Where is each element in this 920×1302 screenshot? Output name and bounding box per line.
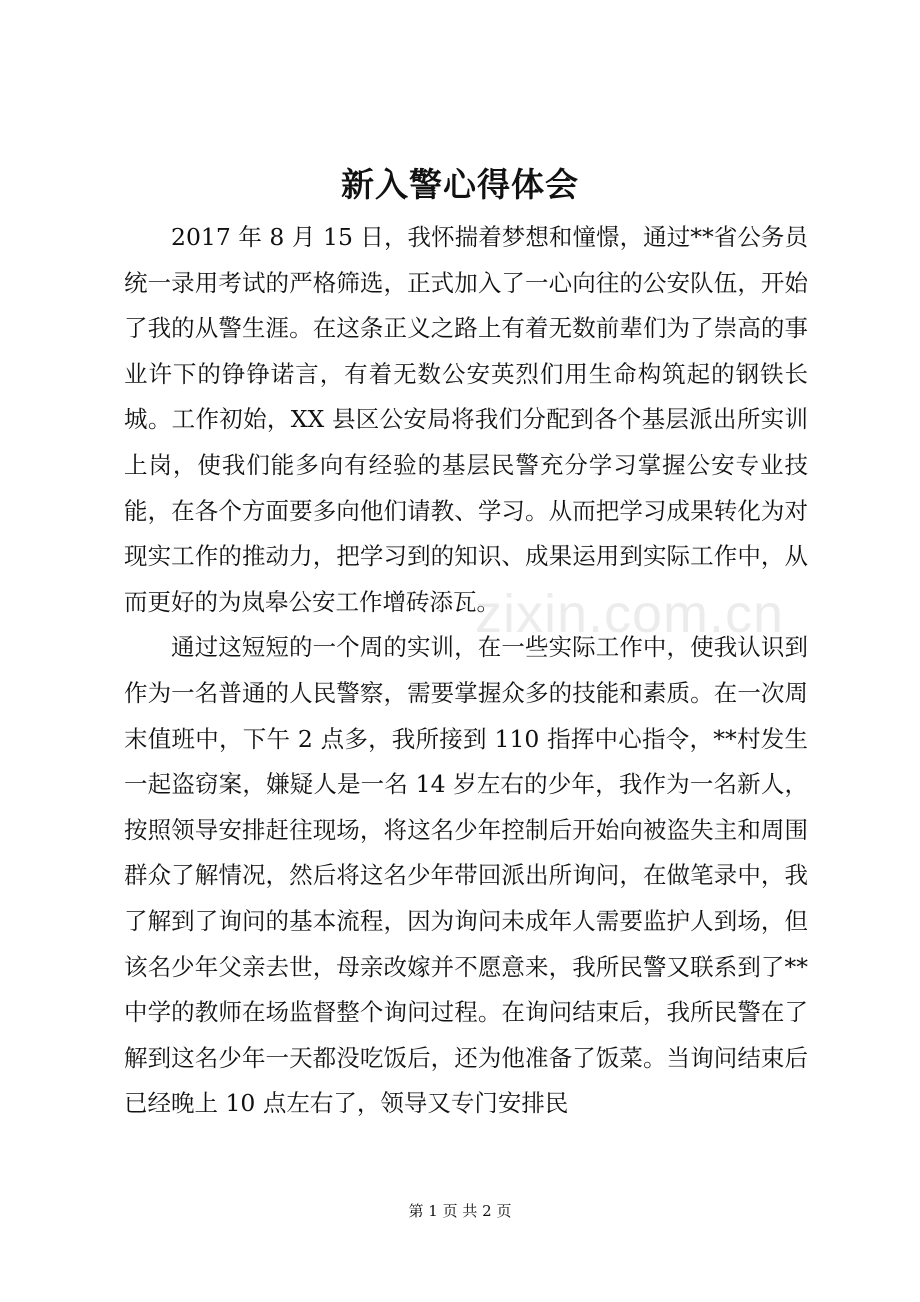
document-body [124,215,808,1127]
paragraph-2: 通过这短短的一个周的实训，在一些实际工作中，使我认识到作为一名普通的人民警察，需要掌握众多的技能和素质。在一次周末值班中，下午 2 点多，我所接到 110 指挥中心指令，**村发生一起盗窃案，嫌疑人是一名 14 岁左右的少年，我作为一名新人，按照领导安排赶往现场，将这名少年控制后开始向被盗失主和周围群众了解情况，然后将这名少年带回派出所询问，在做笔录中，我了解到了询问的基本流程，因为询问未成年人需要监护人到场，但该名少年父亲去世，母亲改嫁并不愿意来，我所民警又联系到了**中学的教师在场监督整个询问过程。在询问结束后，我所民警在了解到这名少年一天都没吃饭后，还为他准备了饭菜。当询问结束后已经晚上 10 点左右了，领导又专门安排民 [124,633,808,1118]
page-footer: 第 1 页 共 2 页 [408,1202,512,1220]
watermark-logo: zixin.com.cn [475,584,785,644]
paragraph-1: 2017 年 8 月 15 日，我怀揣着梦想和憧憬，通过**省公务员统一录用考试的严格筛选，正式加入了一心向往的公安队伍，开始了我的从警生涯。在这条正义之路上有着无数前辈们为了崇高的事业许下的铮铮诺言，有着无数公安英烈们用生命构筑起的钢铁长城。工作初始，XX 县区公安局将我们分配到各个基层派出所实训上岗，使我们能多向有经验的基层民警充分学习掌握公安专业技能，在各个方面要多向他们请教、学习。从而把学习成果转化为对现实工作的推动力，把学习到的知识、成果运用到实际工作中，从而更好的为岚皋公安工作增砖添瓦。 [124,223,808,616]
document-title: 新入警心得体会 [341,165,579,204]
